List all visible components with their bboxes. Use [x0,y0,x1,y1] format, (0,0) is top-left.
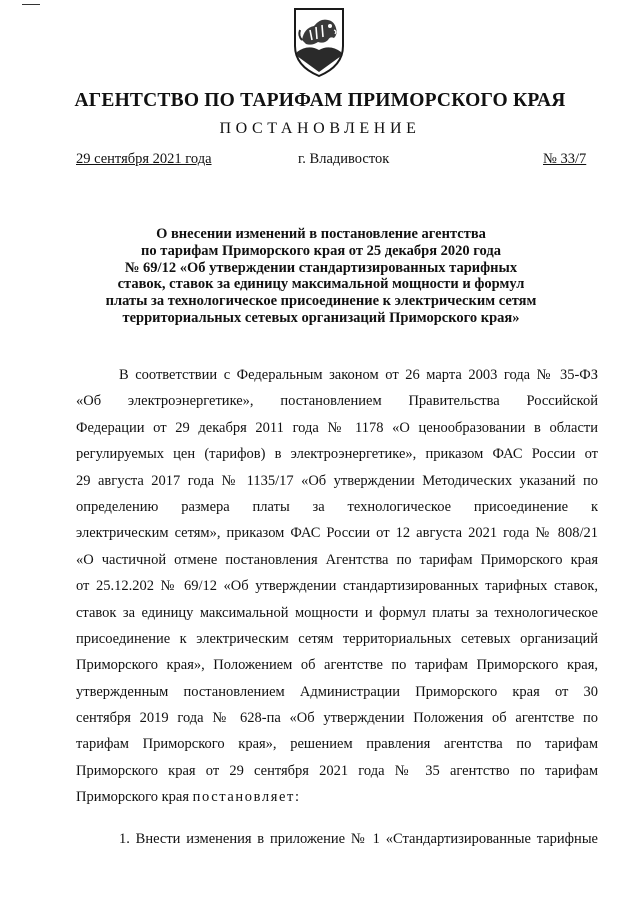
document-body [76,362,598,811]
coat-of-arms-icon [290,6,348,78]
subject-line: О внесении изменений в постановление агентства [156,226,486,242]
body-line: «Об электроэнергетике», постановлением Правительства Российской [76,393,598,410]
body-line: электрическим сетям», приказом ФАС России от 12 августа 2021 года № 808/21 [76,525,598,542]
body-line: Федерации от 29 декабря 2011 года № 1178 «О ценообразовании в области [76,419,598,436]
body-line: присоединение к электрическим сетям территориальных сетевых организаций [76,630,598,647]
item-1: 1. Внести изменения в приложение № 1 «Стандартизированные тарифные [119,831,598,847]
document-subject [80,226,562,327]
body-line: «О частичной отмене постановления Агентства по тарифам Приморского края [76,551,598,568]
subject-line: платы за технологическое присоединение к электрическим сетям [105,293,537,310]
body-line: регулируемых цен (тарифов) в электроэнергетике», приказом ФАС России от [76,446,598,463]
closing-resolves: постановляет: [192,789,301,806]
body-line: сентября 2019 года № 628-па «Об утверждении Положения об агентстве по [76,710,598,727]
body-line: от 25.12.202 № 69/12 «Об утверждении стандартизированных тарифных ставок, [76,578,598,595]
body-line: 29 августа 2017 года № 1135/17 «Об утверждении Методических указаний по [76,472,598,489]
body-line: В соответствии с Федеральным законом от 26 марта 2003 года № 35-ФЗ [119,367,598,383]
document-date: 29 сентября 2021 года [76,151,212,167]
subject-line: ставок, ставок за единицу максимальной мощности и формул [117,276,525,293]
document-city: г. Владивосток [298,151,390,167]
scan-mark [22,4,40,5]
document-number: № 33/7 [543,151,587,167]
body-line: определению размера платы за технологическое присоединение к [76,498,598,515]
subject-line: территориальных сетевых организаций Приморского края» [122,309,520,326]
body-line: ставок за единицу максимальной мощности и формул платы за технологическое [76,604,598,621]
body-line: тарифам Приморского края», решением правления агентства по тарифам [76,736,598,753]
body-line: утвержденным постановлением Администрации Приморского края от 30 [76,683,598,700]
body-closing-line [76,784,598,810]
agency-name: АГЕНТСТВО ПО ТАРИФАМ ПРИМОРСКОГО КРАЯ [74,90,566,111]
body-line: Приморского края», Положением об агентстве по тарифам Приморского края, [76,657,598,674]
document-type: ПОСТАНОВЛЕНИЕ [219,120,421,137]
subject-line: № 69/12 «Об утверждении стандартизированных тарифных [124,259,518,276]
closing-prefix: Приморского края [76,789,193,806]
subject-line: по тарифам Приморского края от 25 декабря 2020 года [141,242,501,259]
body-line: Приморского края от 29 сентября 2021 года № 35 агентство по тарифам [76,762,598,779]
